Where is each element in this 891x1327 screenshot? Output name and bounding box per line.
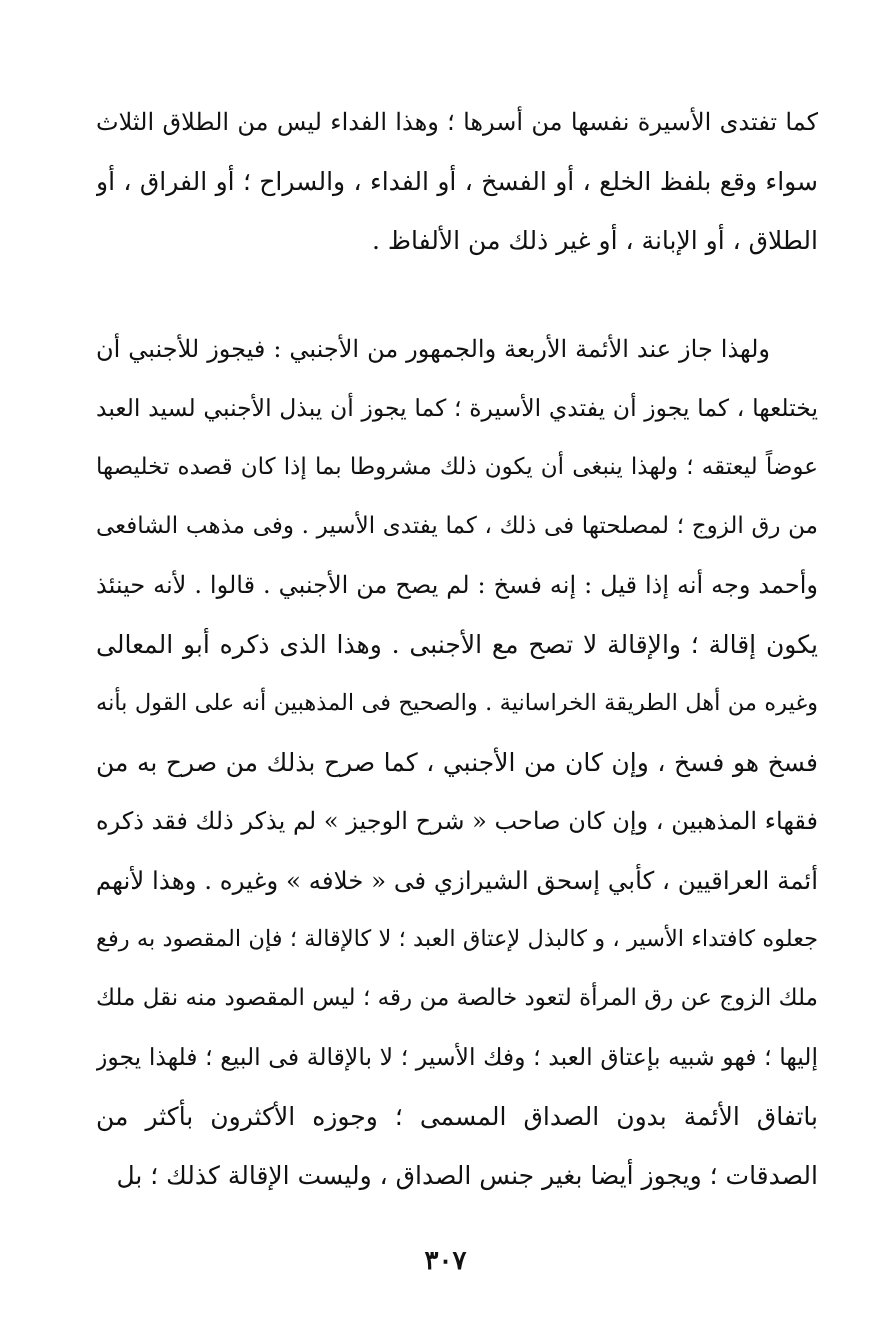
text-line: جعلوه كافتداء الأسير ، و كالبذل لإعتاق العبد ؛ لا كالإقالة ؛ فإن المقصود به رفع [96, 926, 818, 952]
text-line: من رق الزوج ؛ لمصلحتها فى ذلك ، كما يفتدى الأسير . وفى مذهب الشافعى [96, 513, 818, 539]
paragraph-2 [96, 320, 818, 1205]
text-line: باتفاق الأئمة بدون الصداق المسمى ؛ وجوزه الأكثرون بأكثر من [96, 1102, 818, 1131]
text-line: سواء وقع بلفظ الخلع ، أو الفسخ ، أو الفداء ، والسراح ؛ أو الفراق ، أو [96, 167, 818, 196]
text-line: كما تفتدى الأسيرة نفسها من أسرها ؛ وهذا الفداء ليس من الطلاق الثلاث [96, 108, 818, 136]
text-line: يختلعها ، كما يجوز أن يفتدي الأسيرة ؛ كما يجوز أن يبذل الأجنبي لسيد العبد [96, 394, 818, 422]
text-line: الطلاق ، أو الإبانة ، أو غير ذلك من الألفاظ . [372, 226, 818, 255]
text-line: وأحمد وجه أنه إذا قيل : إنه فسخ : لم يصح من الأجنبي . قالوا . لأنه حينئذ [96, 571, 818, 599]
paragraph-1 [96, 93, 818, 270]
text-line: الصدقات ؛ ويجوز أيضا بغير جنس الصداق ، وليست الإقالة كذلك ؛ بل [116, 1161, 818, 1190]
text-line: أئمة العراقيين ، كأبي إسحق الشيرازي فى « خلافه » وغيره . وهذا لأنهم [96, 866, 818, 895]
page-number: ٣٠٧ [424, 1246, 467, 1276]
text-line: ولهذا جاز عند الأئمة الأربعة والجمهور من الأجنبي : فيجوز للأجنبي أن [96, 335, 770, 363]
text-line: فسخ هو فسخ ، وإن كان من الأجنبي ، كما صرح بذلك من صرح به من [96, 748, 818, 777]
text-line: فقهاء المذهبين ، وإن كان صاحب « شرح الوجيز » لم يذكر ذلك فقد ذكره [96, 807, 818, 835]
text-line: ملك الزوج عن رق المرأة لتعود خالصة من رقه ؛ ليس المقصود منه نقل ملك [96, 985, 818, 1011]
text-line: إليها ؛ فهو شبيه بإعتاق العبد ؛ وفك الأسير ؛ لا بالإقالة فى البيع ؛ فلهذا يجوز [96, 1043, 818, 1071]
text-line: وغيره من أهل الطريقة الخراسانية . والصحيح فى المذهبين أنه على القول بأنه [96, 690, 818, 716]
text-line: عوضاً ليعتقه ؛ ولهذا ينبغى أن يكون ذلك مشروطا بما إذا كان قصده تخليصها [96, 454, 818, 480]
text-line: يكون إقالة ؛ والإقالة لا تصح مع الأجنبى . وهذا الذى ذكره أبو المعالى [96, 630, 818, 659]
